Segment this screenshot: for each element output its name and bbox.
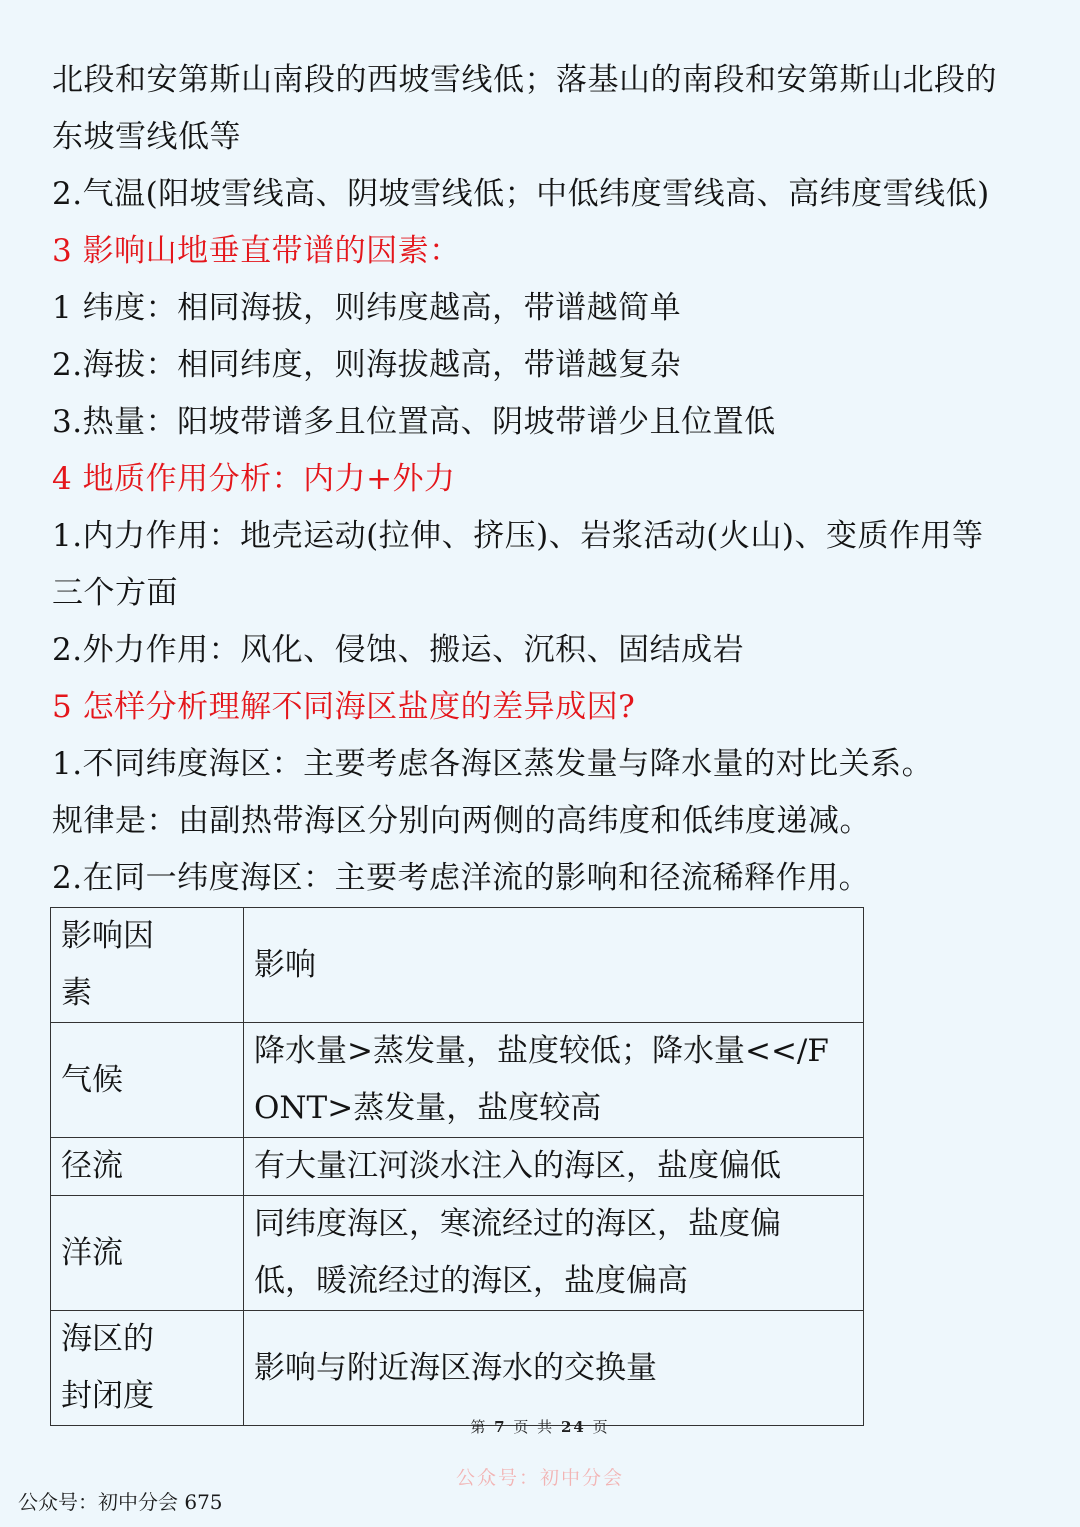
section-heading: 3 影响山地垂直带谱的因素： <box>52 233 461 269</box>
text-lines <box>52 52 1042 907</box>
page-suffix: 页 <box>592 1418 610 1436</box>
header-factor-cell <box>51 908 244 1023</box>
effect-cell-text: 影响与附近海区海水的交换量 <box>254 1349 657 1386</box>
header-effect-cell <box>244 908 864 1023</box>
text-line: 三个方面 <box>52 575 178 611</box>
text-line: 3.热量：阳坡带谱多且位置高、阴坡带谱少且位置低 <box>52 404 776 440</box>
text-line: 2.外力作用：风化、侵蚀、搬运、沉积、固结成岩 <box>52 632 745 668</box>
text-line: 1.不同纬度海区：主要考虑各海区蒸发量与降水量的对比关系。 <box>52 746 934 782</box>
text-line: 2.海拔：相同纬度，则海拔越高，带谱越复杂 <box>52 347 682 383</box>
header-effect-cell-text: 影响 <box>254 946 316 983</box>
factor-cell-text: 海区的 <box>61 1321 154 1357</box>
table-row <box>51 1138 864 1196</box>
watermark-left: 公众号：初中分会 675 <box>18 1490 223 1514</box>
effect-cell-text: 同纬度海区，寒流经过的海区，盐度偏 <box>254 1206 781 1242</box>
effect-cell-text: ONT>蒸发量，盐度较高 <box>254 1090 602 1126</box>
page-number <box>0 1416 1080 1437</box>
effect-cell-text: 有大量江河淡水注入的海区，盐度偏低 <box>254 1148 781 1184</box>
effect-cell <box>244 1196 864 1311</box>
effect-cell-text: 降水量>蒸发量，盐度较低；降水量<</F <box>254 1033 829 1069</box>
text-line: 2.气温(阳坡雪线高、阴坡雪线低；中低纬度雪线高、高纬度雪线低) <box>52 176 990 212</box>
watermark-center: 公众号：初中分会 <box>455 1467 624 1489</box>
header-factor-cell-text: 影响因 <box>61 918 154 954</box>
text-line: 1 纬度：相同海拔，则纬度越高，带谱越简单 <box>52 290 682 326</box>
text-line: 东坡雪线低等 <box>52 119 241 155</box>
factor-cell-text: 封闭度 <box>61 1378 154 1414</box>
factor-cell <box>51 1311 244 1426</box>
text-line: 规律是：由副热带海区分别向两侧的高纬度和低纬度递减。 <box>52 803 871 839</box>
factor-cell <box>51 1196 244 1311</box>
header-factor-cell-text: 素 <box>61 975 92 1011</box>
text-line: 1.内力作用：地壳运动(拉伸、挤压)、岩浆活动(火山)、变质作用等 <box>52 518 984 554</box>
factor-cell-text: 径流 <box>61 1148 123 1184</box>
page-prefix: 第 <box>470 1418 488 1436</box>
text-line: 北段和安第斯山南段的西坡雪线低；落基山的南段和安第斯山北段的 <box>52 62 997 98</box>
effect-cell <box>244 1023 864 1138</box>
table-row <box>51 1023 864 1138</box>
factor-cell-text: 气候 <box>61 1061 123 1098</box>
text-line: 2.在同一纬度海区：主要考虑洋流的影响和径流稀释作用。 <box>52 860 871 896</box>
page-total: 24 <box>560 1418 586 1436</box>
table-row <box>51 1311 864 1426</box>
effect-cell <box>244 1138 864 1196</box>
section-heading: 4 地质作用分析：内力+外力 <box>52 461 456 497</box>
table-header-row <box>51 908 864 1023</box>
effect-cell-text: 低，暖流经过的海区，盐度偏高 <box>254 1263 688 1299</box>
table-row <box>51 1196 864 1311</box>
factor-cell <box>51 1138 244 1196</box>
document-content <box>52 52 1042 1426</box>
factor-cell-text: 洋流 <box>61 1234 123 1271</box>
page-middle: 页 共 <box>513 1418 555 1436</box>
effect-cell <box>244 1311 864 1426</box>
factor-cell <box>51 1023 244 1138</box>
salinity-factors-table <box>50 907 864 1426</box>
section-heading: 5 怎样分析理解不同海区盐度的差异成因? <box>52 689 636 725</box>
page-current: 7 <box>494 1418 507 1436</box>
